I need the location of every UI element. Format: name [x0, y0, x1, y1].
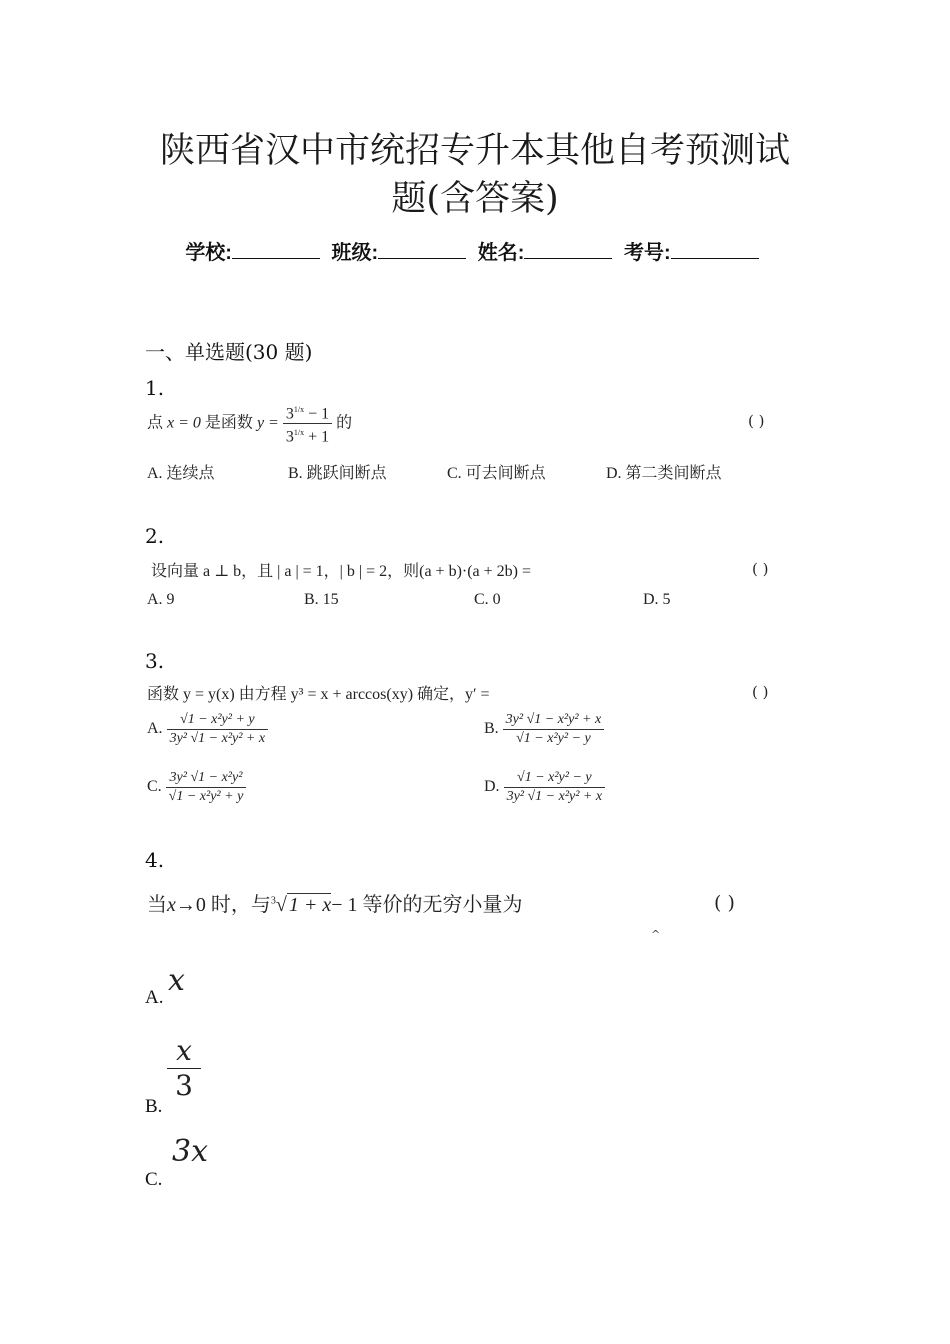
q1-frac-den-tail: + 1	[304, 428, 330, 446]
q4-option-c-math: 3x	[172, 1134, 209, 1169]
q3-option-d-label: D.	[484, 778, 500, 796]
q4-b-num: x	[167, 1034, 201, 1069]
q2-option-b[interactable]: B. 15	[304, 591, 339, 608]
field-label-name: 姓名:	[477, 242, 525, 264]
q3-option-a[interactable]	[147, 711, 268, 748]
q1-math-y: y =	[256, 414, 279, 432]
q4-option-a-label[interactable]: A.	[145, 987, 164, 1008]
q4-stem-tail: − 1 等价的无穷小量为	[331, 894, 523, 916]
question-1-number: 1.	[145, 376, 165, 400]
q4-option-c-label[interactable]: C.	[145, 1169, 163, 1190]
q3-d-num: √1 − x²y² − y	[504, 769, 606, 788]
question-1-stem	[147, 401, 352, 447]
question-3-number: 3.	[145, 649, 165, 673]
q4-option-b-label[interactable]: B.	[145, 1096, 163, 1117]
q4-option-b-fraction	[167, 1034, 201, 1103]
question-2-stem: 设向量 a ⊥ b，且 | a | = 1，| b | = 2，则(a + b)·(a + 2b) =	[151, 563, 532, 580]
q2-option-c[interactable]: C. 0	[474, 591, 501, 608]
field-label-school: 学校:	[185, 242, 232, 264]
q3-option-c[interactable]	[147, 769, 246, 806]
field-label-class: 班级:	[331, 242, 379, 264]
section-heading: 一、单选题(30 题)	[145, 340, 313, 364]
q4-root-index: 3	[270, 895, 276, 907]
field-blank-name[interactable]	[524, 240, 612, 259]
q1-frac-den-exp: 1/x	[293, 428, 305, 438]
q3-option-c-fraction	[166, 769, 247, 806]
q1-frac-num-tail: − 1	[304, 405, 330, 423]
q4-stem-zero: 0 时，与	[195, 894, 271, 916]
q1-answer-paren: ( )	[748, 412, 765, 430]
q1-option-a[interactable]: A. 连续点	[147, 465, 215, 482]
q3-c-den: √1 − x²y² + y	[168, 789, 244, 804]
q2-option-d[interactable]: D. 5	[643, 591, 671, 608]
page-title-line2: 题(含答案)	[391, 179, 559, 219]
field-label-id: 考号:	[624, 242, 671, 264]
question-4-number: 4.	[145, 848, 165, 872]
q3-c-num: 3y² √1 − x²y²	[166, 769, 247, 788]
q2-answer-paren: ( )	[752, 560, 769, 578]
q4-b-den: 3	[175, 1069, 193, 1102]
q1-fraction	[283, 401, 332, 447]
field-blank-class[interactable]	[378, 240, 466, 259]
q3-b-num: 3y² √1 − x²y² + x	[503, 711, 605, 730]
question-3-stem: 函数 y = y(x) 由方程 y³ = x + arccos(xy) 确定，y′ =	[147, 686, 490, 703]
student-info-fields	[0, 236, 950, 265]
q4-stem-pre: 当	[147, 894, 167, 916]
q1-stem-pre: 点	[147, 414, 164, 432]
q1-option-d[interactable]: D. 第二类间断点	[606, 465, 722, 482]
q4-answer-paren: ( )	[714, 892, 735, 914]
q1-frac-num-base: 3	[285, 405, 294, 423]
q3-option-b[interactable]	[484, 711, 604, 748]
q4-stem-x: x	[167, 894, 176, 916]
q3-b-den: √1 − x²y² − y	[516, 731, 591, 746]
q3-option-a-label: A.	[147, 720, 163, 738]
q4-caret-mark: ^	[651, 928, 661, 941]
q3-answer-paren: ( )	[752, 683, 769, 701]
q4-arrow: →	[175, 894, 196, 916]
q4-option-a-math: x	[168, 963, 185, 998]
q2-option-a[interactable]: A. 9	[147, 591, 175, 608]
question-4-stem: 当x→0 时，与$^3$√ 1 + x− 1 等价的无穷小量为	[147, 894, 523, 916]
q1-option-b[interactable]: B. 跳跃间断点	[288, 465, 387, 482]
q3-option-a-fraction	[167, 711, 269, 748]
q3-option-b-label: B.	[484, 720, 499, 738]
q3-option-d-fraction	[504, 769, 606, 806]
page-title-line1: 陕西省汉中市统招专升本其他自考预测试	[159, 131, 790, 171]
q3-option-d[interactable]	[484, 769, 605, 806]
q3-a-num: √1 − x²y² + y	[167, 711, 269, 730]
q3-a-den: 3y² √1 − x²y² + x	[169, 731, 266, 746]
field-blank-id[interactable]	[671, 240, 759, 259]
q1-frac-num-exp: 1/x	[293, 405, 305, 414]
q1-math-x0: x = 0	[167, 414, 201, 432]
q3-option-c-label: C.	[147, 778, 162, 796]
q3-option-b-fraction	[503, 711, 605, 748]
q1-option-c[interactable]: C. 可去间断点	[447, 465, 546, 482]
q3-d-den: 3y² √1 − x²y² + x	[506, 789, 603, 804]
q1-frac-den-base: 3	[285, 428, 294, 446]
question-2-number: 2.	[145, 524, 165, 548]
field-blank-school[interactable]	[232, 240, 320, 259]
q1-stem-mid: 是函数	[204, 414, 253, 432]
q4-root-body: 1 + x	[288, 894, 332, 916]
q1-stem-post: 的	[336, 414, 353, 432]
